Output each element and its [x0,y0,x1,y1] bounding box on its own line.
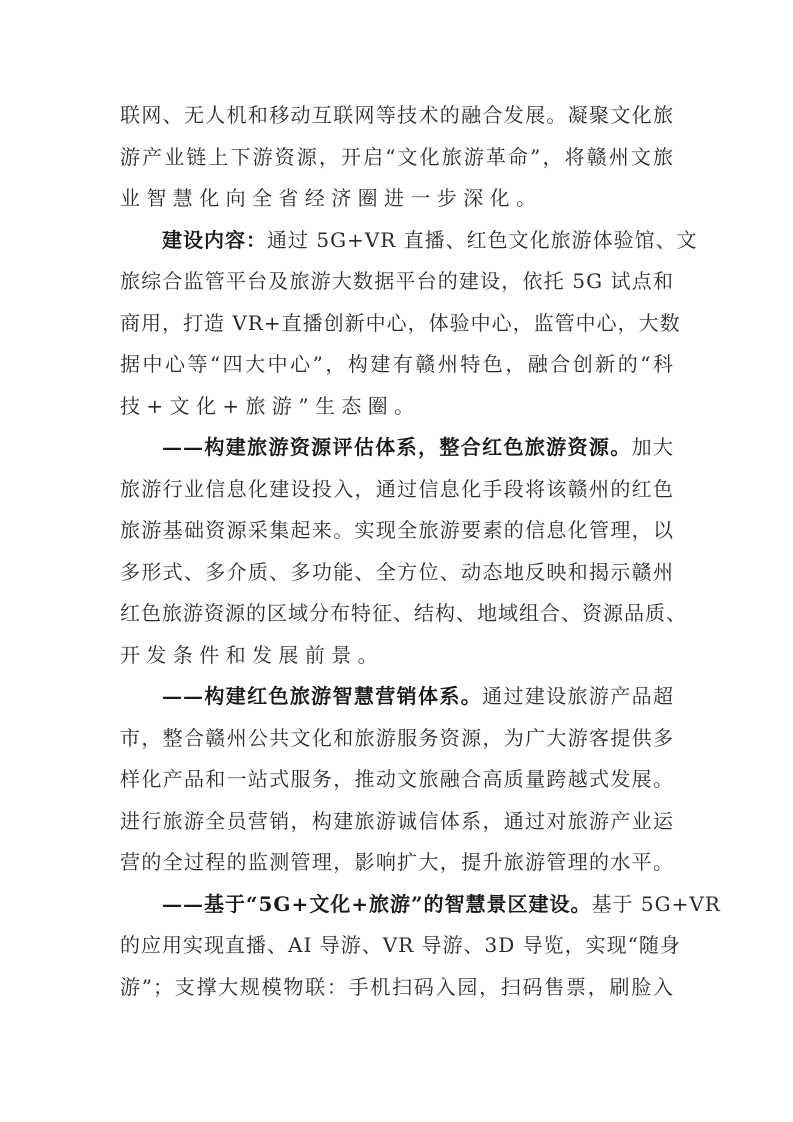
text-line: 市，整合赣州公共文化和旅游服务资源，为广大游客提供多 [120,725,674,750]
paragraph-heading: ——基于“5G+文化+旅游”的智慧景区建设。 [162,891,592,916]
paragraph-text: 加大 [631,435,675,459]
text-line [120,676,674,718]
text-line [120,220,698,262]
paragraph-text: 通过 5G+VR 直播、红色文化旅游体验馆、文 [267,227,698,252]
text-line: 开发条件和发展前景。 [120,642,384,667]
paragraph-resource-evaluation [120,427,687,676]
text-line: 样化产品和一站式服务，推动文旅融合高质量跨越式发展。 [120,767,674,791]
paragraph-heading: 建设内容： [162,227,267,252]
paragraph-smart-marketing [120,676,674,884]
text-line: 多形式、多介质、多功能、全方位、动态地反映和揭示赣州 [120,559,674,584]
text-line: 进行旅游全员营销，构建旅游诚信体系，通过对旅游产业运 [120,808,674,833]
paragraph-heading: ——构建旅游资源评估体系，整合红色旅游资源。 [162,435,632,459]
text-line: 旅游基础资源采集起来。实现全旅游要素的信息化管理，以 [120,518,674,542]
text-line: 据中心等“四大中心”，构建有赣州特色，融合创新的“科 [120,352,674,376]
paragraph-intro-continuation [120,95,674,220]
text-line: 游产业链上下游资源，开启“文化旅游革命”，将赣州文旅 [120,144,674,169]
text-line: 联网、无人机和移动互联网等技术的融合发展。凝聚文化旅 [120,103,674,127]
text-line: 旅综合监管平台及旅游大数据平台的建设，依托 5G 试点和 [120,269,674,293]
text-line: 营的全过程的监测管理，影响扩大，提升旅游管理的水平。 [120,850,674,874]
text-line: 业智慧化向全省经济圈进一步深化。 [120,186,543,210]
paragraph-text: 基于 5G+VR [591,891,721,916]
document-page [120,95,721,1008]
paragraph-smart-scenic-area [120,884,721,1009]
text-line: 商用，打造 VR+直播创新中心，体验中心，监管中心，大数 [120,310,681,335]
text-line: 游”；支撑大规模物联：手机扫码入园，扫码售票，刷脸入 [120,974,674,999]
paragraph-text: 通过建设旅游产品超 [482,684,675,708]
text-line: 技+文化+旅游”生态圈。 [120,393,421,418]
text-line [120,884,721,926]
text-line: 红色旅游资源的区域分布特征、结构、地域组合、资源品质、 [120,601,687,625]
text-line [120,427,674,469]
paragraph-heading: ——构建红色旅游智慧营销体系。 [162,684,483,708]
text-line: 旅游行业信息化建设投入，通过信息化手段将该赣州的红色 [120,476,674,501]
text-line: 的应用实现直播、AI 导游、VR 导游、3D 导览，实现“随身 [120,933,681,957]
paragraph-construction-content [120,220,698,428]
